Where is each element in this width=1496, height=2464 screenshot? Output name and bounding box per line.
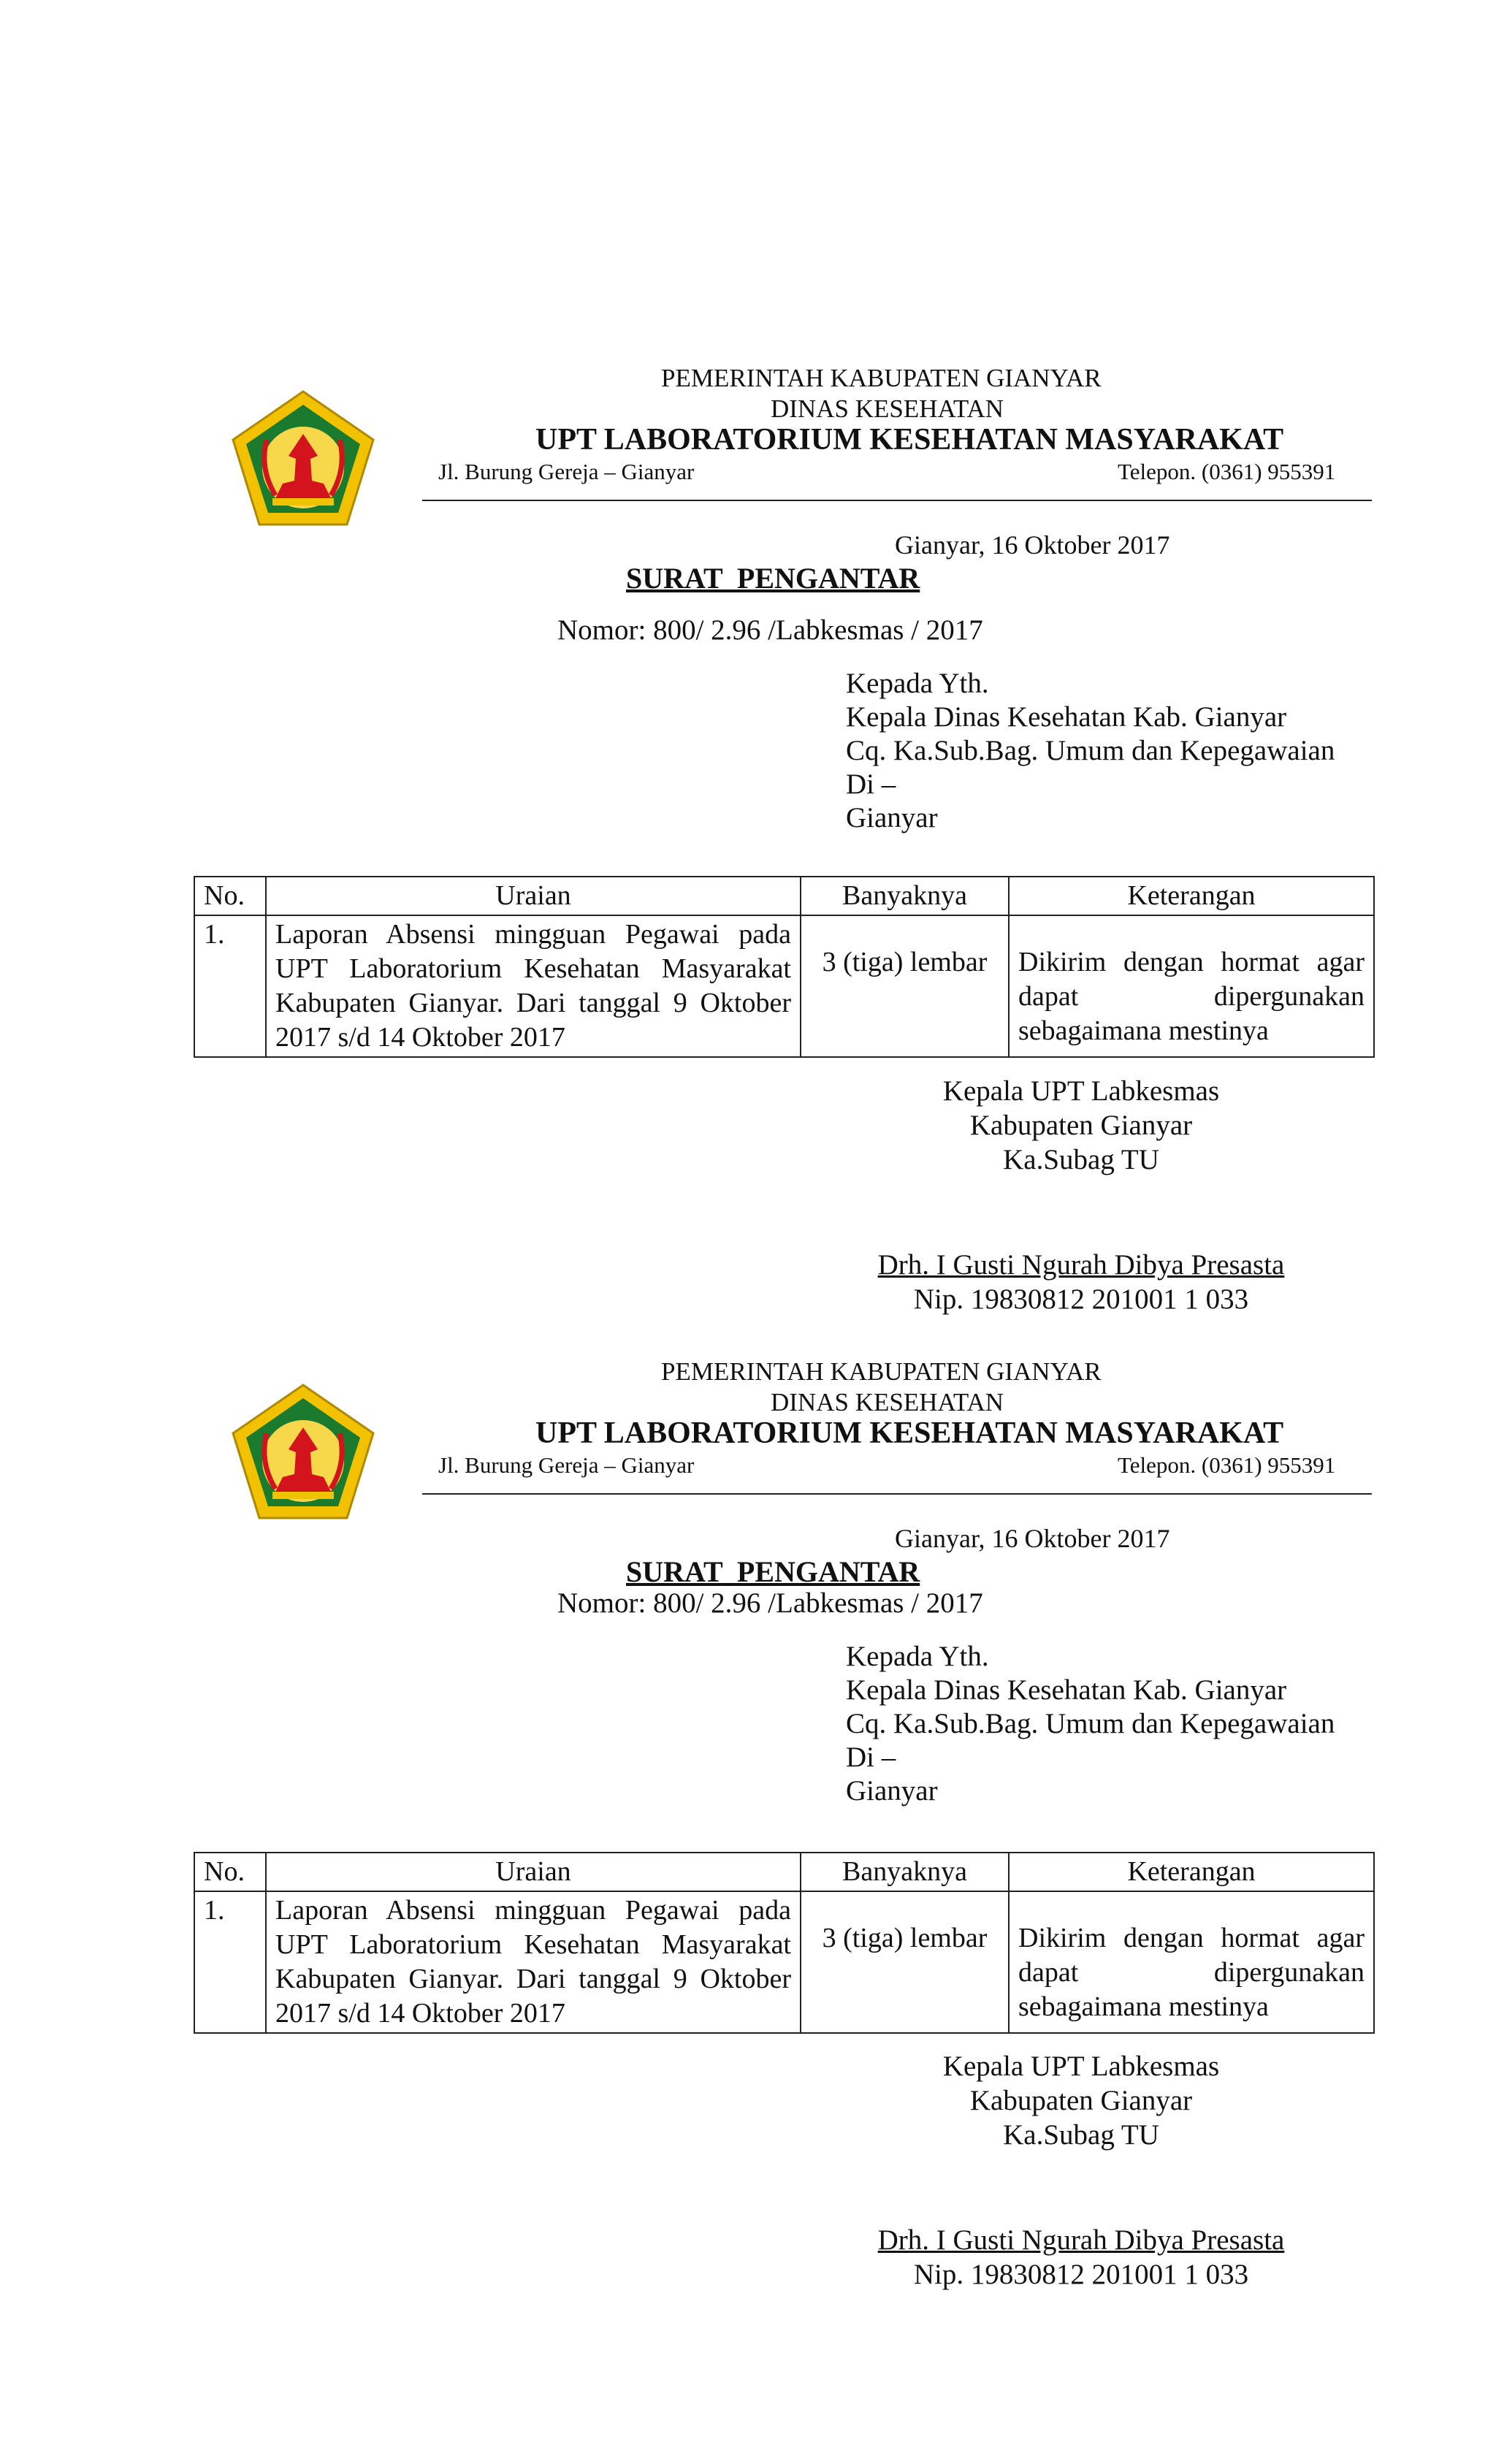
header-department: DINAS KESEHATAN (771, 394, 1004, 423)
column-header-no: No. (194, 877, 266, 915)
signatory-nip: Nip. 19830812 201001 1 033 (913, 1284, 1249, 1315)
column-header-uraian: Uraian (266, 877, 801, 915)
letter-1 (0, 329, 1496, 1315)
recipient-line-2: Kepala Dinas Kesehatan Kab. Gianyar (846, 701, 1287, 733)
signature-position-1: Kepala UPT Labkesmas (942, 1075, 1220, 1107)
gianyar-regency-emblem-icon (230, 1382, 376, 1521)
recipient-line-3: Cq. Ka.Sub.Bag. Umum dan Kepegawaian (846, 1708, 1335, 1739)
cell-keterangan: Dikirim dengan hormat agar dapat dipergunakan sebagaimana mestinya (1009, 1891, 1374, 2033)
cell-banyaknya: 3 (tiga) lembar (801, 915, 1009, 1057)
signature-block (862, 1074, 1300, 1177)
signature-position-3: Ka.Subag TU (1003, 1144, 1159, 1175)
signatory-nip: Nip. 19830812 201001 1 033 (913, 2259, 1249, 2290)
recipient-line-5: Gianyar (846, 802, 938, 834)
header-government: PEMERINTAH KABUPATEN GIANYAR (661, 364, 1102, 392)
cell-no: 1. (194, 1891, 266, 2033)
signatory-name: Drh. I Gusti Ngurah Dibya Presasta (877, 1249, 1285, 1281)
column-header-keterangan: Keterangan (1009, 877, 1374, 915)
letter-title: SURAT PENGANTAR (626, 1555, 920, 1588)
letter-2 (0, 1322, 1496, 2301)
signature-position-3: Ka.Subag TU (1003, 2119, 1159, 2151)
table-row (194, 915, 1374, 1057)
recipient-line-1: Kepada Yth. (846, 1641, 989, 1672)
recipient-line-3: Cq. Ka.Sub.Bag. Umum dan Kepegawaian (846, 735, 1335, 766)
signatory-name: Drh. I Gusti Ngurah Dibya Presasta (877, 2224, 1285, 2256)
items-table (194, 876, 1375, 1058)
recipient-line-4: Di – (846, 1742, 896, 1773)
recipient-line-4: Di – (846, 768, 896, 800)
table-header-row (194, 1853, 1374, 1891)
cell-uraian: Laporan Absensi mingguan Pegawai pada UPT Laboratorium Kesehatan Masyarakat Kabupaten Gianyar. Dari tanggal 9 Oktober 2017 s/d 14 Oktober 2017 (266, 915, 801, 1057)
header-phone: Telepon. (0361) 955391 (1118, 459, 1336, 484)
cell-no: 1. (194, 915, 266, 1057)
header-government: PEMERINTAH KABUPATEN GIANYAR (661, 1357, 1102, 1386)
header-unit: UPT LABORATORIUM KESEHATAN MASYARAKAT (535, 423, 1284, 457)
column-header-uraian: Uraian (266, 1853, 801, 1891)
header-address: Jl. Burung Gereja – Gianyar (438, 1452, 695, 1478)
letter-date: Gianyar, 16 Oktober 2017 (895, 530, 1170, 560)
letter-number: Nomor: 800/ 2.96 /Labkesmas / 2017 (557, 1587, 983, 1619)
table-row (194, 1891, 1374, 2033)
letter-date: Gianyar, 16 Oktober 2017 (895, 1524, 1170, 1553)
signature-block (862, 2049, 1300, 2152)
table-header-row (194, 877, 1374, 915)
letter-number: Nomor: 800/ 2.96 /Labkesmas / 2017 (557, 614, 983, 646)
column-header-keterangan: Keterangan (1009, 1853, 1374, 1891)
signature-name-block (862, 2223, 1300, 2292)
signature-position-2: Kabupaten Gianyar (969, 1110, 1193, 1141)
column-header-banyaknya: Banyaknya (801, 1853, 1009, 1891)
gianyar-regency-emblem-icon (230, 389, 376, 527)
recipient-line-5: Gianyar (846, 1775, 938, 1807)
header-address: Jl. Burung Gereja – Gianyar (438, 459, 695, 484)
header-divider (422, 1493, 1372, 1495)
column-header-no: No. (194, 1853, 266, 1891)
signature-name-block (862, 1248, 1300, 1316)
column-header-banyaknya: Banyaknya (801, 877, 1009, 915)
recipient-line-2: Kepala Dinas Kesehatan Kab. Gianyar (846, 1674, 1287, 1706)
header-divider (422, 500, 1372, 501)
header-department: DINAS KESEHATAN (771, 1388, 1004, 1416)
recipient-line-1: Kepada Yth. (846, 668, 989, 699)
cell-uraian: Laporan Absensi mingguan Pegawai pada UPT Laboratorium Kesehatan Masyarakat Kabupaten Gianyar. Dari tanggal 9 Oktober 2017 s/d 14 Oktober 2017 (266, 1891, 801, 2033)
cell-keterangan: Dikirim dengan hormat agar dapat dipergunakan sebagaimana mestinya (1009, 915, 1374, 1057)
header-unit: UPT LABORATORIUM KESEHATAN MASYARAKAT (535, 1416, 1284, 1450)
letter-title: SURAT PENGANTAR (626, 562, 920, 595)
signature-position-2: Kabupaten Gianyar (969, 2085, 1193, 2116)
cell-banyaknya: 3 (tiga) lembar (801, 1891, 1009, 2033)
header-phone: Telepon. (0361) 955391 (1118, 1452, 1336, 1478)
items-table (194, 1852, 1375, 2034)
signature-position-1: Kepala UPT Labkesmas (942, 2051, 1220, 2082)
